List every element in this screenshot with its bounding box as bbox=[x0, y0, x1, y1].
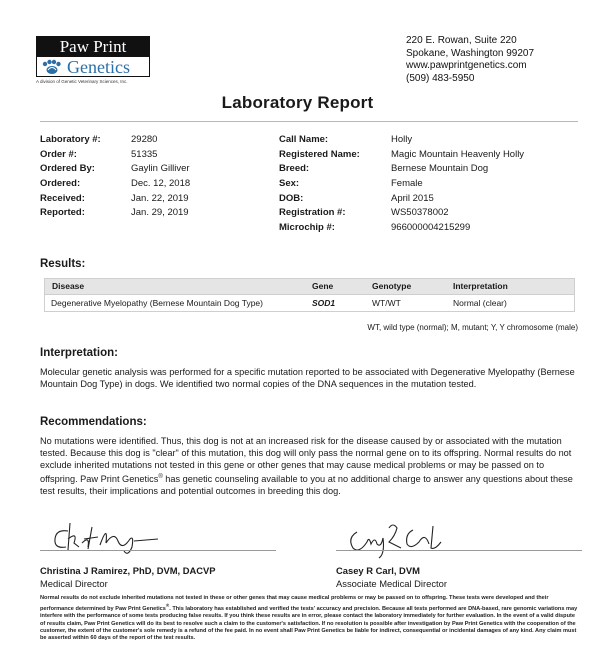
col-header-interpretation: Interpretation bbox=[445, 278, 575, 295]
dog-info-row bbox=[279, 162, 524, 177]
cell-interpretation: Normal (clear) bbox=[453, 297, 507, 308]
paw-icon bbox=[39, 59, 65, 75]
signatory-ramirez bbox=[40, 565, 216, 590]
address-website: www.pawprintgenetics.com bbox=[406, 60, 527, 71]
info-label: Ordered By: bbox=[40, 163, 95, 175]
report-title: Laboratory Report bbox=[221, 93, 374, 112]
signature-carl bbox=[345, 518, 460, 560]
title-divider bbox=[40, 121, 578, 122]
order-info-row bbox=[40, 192, 190, 207]
address-city: Spokane, Washington 99207 bbox=[406, 47, 535, 59]
info-value: Female bbox=[391, 178, 423, 190]
order-info-row bbox=[40, 148, 190, 163]
dog-info bbox=[279, 133, 524, 236]
order-info-row bbox=[40, 177, 190, 192]
recommendations-text-part1: No mutations were identified. Thus, this dog is not at an increased risk for the disease caused by or associated with the mutation tested. Because this dog is "clear" of this mutation, this dog will only pass the normal gene on to its offspring. Normal results do not exclude inherited mutations not tested in this gene or other genes that may cause medical problems or may be passed on to offspring. Paw Print Genetics bbox=[40, 436, 572, 484]
registered-mark: ® bbox=[158, 473, 163, 480]
dog-info-row bbox=[279, 177, 524, 192]
registered-mark: ® bbox=[165, 603, 170, 609]
info-value: Holly bbox=[391, 134, 413, 145]
info-value: Jan. 22, 2019 bbox=[131, 192, 189, 204]
signatory-role: Medical Director bbox=[40, 577, 108, 589]
info-label: Sex: bbox=[279, 178, 300, 190]
recommendations-text-part2: has genetic counseling available to you at no additional charge to answer any questions about these test results, their implications and potential outcomes in breeding this dog. bbox=[40, 473, 573, 496]
logo-subtitle: A division of Genetic Veterinary Sciences, Inc. bbox=[36, 79, 128, 84]
order-info-row bbox=[40, 133, 190, 148]
signature-ramirez bbox=[48, 517, 168, 559]
lab-address bbox=[406, 35, 534, 85]
signatory-name: Casey R Carl, DVM bbox=[336, 565, 420, 576]
info-value: Jan. 29, 2019 bbox=[131, 207, 189, 219]
info-label: Order #: bbox=[40, 148, 77, 160]
col-header-gene: Gene bbox=[304, 278, 364, 295]
recommendations-heading: Recommendations: bbox=[40, 416, 147, 428]
interpretation-text: Molecular genetic analysis was performed for a specific mutation reported to be associated with Degenerative Myelopathy (Bernese Mountain Dog Type) in dogs. We identified two normal copies of the DNA sequences in the mutation tested. bbox=[40, 367, 575, 389]
info-value: Bernese Mountain Dog bbox=[391, 163, 489, 175]
info-label: Ordered: bbox=[40, 178, 81, 190]
logo-genetics-text: Genetics bbox=[67, 57, 130, 77]
address-street: 220 E. Rowan, Suite 220 bbox=[406, 35, 517, 46]
dog-info-row bbox=[279, 221, 524, 236]
signatory-role: Associate Medical Director bbox=[336, 577, 447, 589]
logo-wordmark-top: Paw Print bbox=[36, 36, 150, 57]
disclaimer-part2: . This laboratory has established and verified the tests' accuracy and precision. Because all tests performed are DNA-based, rare genomic variations may interfere with the performance of some tests producing false results. If you think these results are in error, please contact the laboratory immediately for further evaluation. In the event of a valid dispute of results claim, Paw Print Genetics will do its best to resolve such a claim to the customer's satisfaction. If no resolution is possible after investigation by Paw Print Genetics with the cooperation of the customer, the extent of the customer's sole remedy is a refund of the fee paid. In no event shall Paw Print Genetics be liable for indirect, consequential or incidental damages of any kind. Any claim must be asserted within 60 days of the report of the test results. bbox=[40, 606, 578, 642]
interpretation-heading: Interpretation: bbox=[40, 347, 118, 359]
col-header-disease: Disease bbox=[44, 278, 304, 295]
cell-gene: SOD1 bbox=[312, 297, 336, 308]
info-label: Registration #: bbox=[279, 207, 346, 219]
col-header-genotype: Genotype bbox=[364, 278, 445, 295]
dog-info-row bbox=[279, 133, 524, 148]
order-info-row bbox=[40, 162, 190, 177]
cell-disease: Degenerative Myelopathy (Bernese Mountain Dog Type) bbox=[51, 297, 263, 308]
dog-info-row bbox=[279, 206, 524, 221]
info-label: Laboratory #: bbox=[40, 134, 101, 145]
info-label: Microchip #: bbox=[279, 222, 335, 234]
signature-line-carl bbox=[336, 550, 582, 551]
info-value: 966000004215299 bbox=[391, 222, 471, 234]
info-label: Received: bbox=[40, 192, 85, 204]
info-label: Call Name: bbox=[279, 134, 329, 145]
disclaimer-part1: Normal results do not exclude inherited mutations not tested in these or other genes that may cause medical problems or may be passed on to offspring. These tests were developed and their performance determined by Paw Print Genetics bbox=[40, 595, 549, 613]
signatory-name: Christina J Ramirez, PhD, DVM, DACVP bbox=[40, 565, 216, 576]
signature-line-ramirez bbox=[40, 550, 276, 551]
signatory-carl bbox=[336, 565, 447, 590]
info-value: Dec. 12, 2018 bbox=[131, 178, 191, 190]
genotype-legend: WT, wild type (normal); M, mutant; Y, Y chromosome (male) bbox=[367, 323, 578, 332]
logo-wordmark-bottom bbox=[36, 57, 150, 77]
info-label: Registered Name: bbox=[279, 148, 360, 160]
info-label: Reported: bbox=[40, 207, 85, 219]
order-info bbox=[40, 133, 190, 221]
info-label: Breed: bbox=[279, 163, 310, 175]
info-value: Magic Mountain Heavenly Holly bbox=[391, 148, 525, 160]
info-value: Gaylin Gilliver bbox=[131, 163, 190, 175]
cell-genotype: WT/WT bbox=[372, 297, 401, 308]
paw-print-genetics-logo bbox=[36, 36, 152, 88]
address-phone: (509) 483-5950 bbox=[406, 72, 475, 84]
info-value: April 2015 bbox=[391, 192, 434, 204]
results-heading: Results: bbox=[40, 258, 86, 270]
info-label: DOB: bbox=[279, 192, 304, 204]
dog-info-row bbox=[279, 192, 524, 207]
info-value: WS50378002 bbox=[391, 207, 449, 219]
order-info-row bbox=[40, 206, 190, 221]
legal-disclaimer bbox=[40, 595, 580, 643]
dog-info-row bbox=[279, 148, 524, 163]
info-value: 51335 bbox=[131, 148, 158, 160]
results-table-border bbox=[44, 278, 575, 312]
recommendations-text bbox=[40, 436, 577, 498]
info-value: 29280 bbox=[131, 134, 158, 145]
